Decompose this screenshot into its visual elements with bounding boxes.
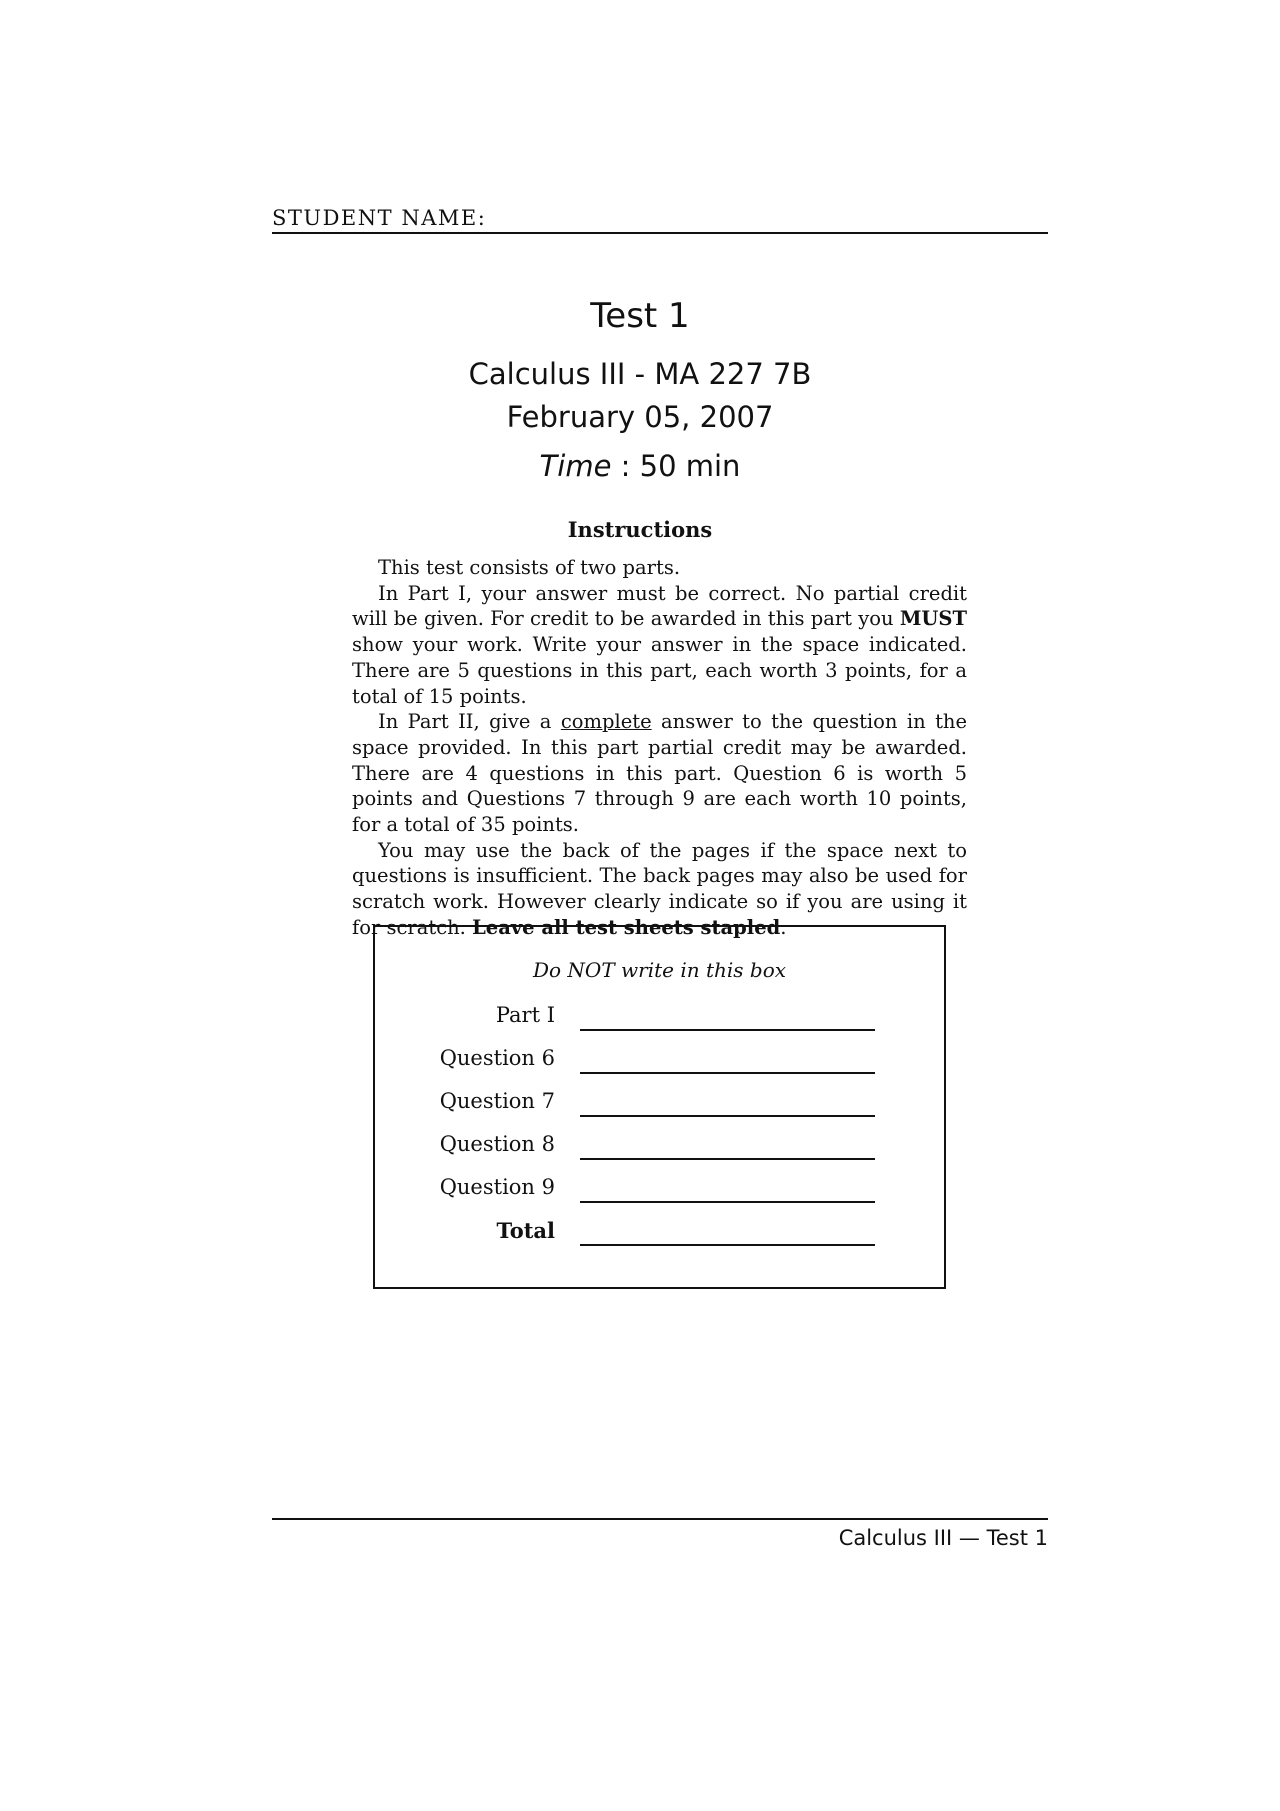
time-label: Time	[539, 449, 612, 483]
score-label: Question 9	[439, 1175, 555, 1199]
score-row-question-8	[375, 1132, 944, 1162]
p2-text-b: show your work. Write your answer in the space indicated. There are 5 questions in this part, each worth 3 points, for a total of 15 points.	[352, 633, 967, 708]
score-row-question-7	[375, 1089, 944, 1119]
score-line[interactable]	[580, 1158, 875, 1160]
score-line[interactable]	[580, 1072, 875, 1074]
test-time	[0, 449, 1280, 483]
course-title: Calculus III - MA 227 7B	[468, 357, 812, 391]
score-line[interactable]	[580, 1029, 875, 1031]
test-date: February 05, 2007	[506, 400, 774, 434]
p4-text-a: You may use the back of the pages if the space next to questions is insufficient. The back pages may also be used for scratch work. However clearly indicate so if you are using it for scratch.	[352, 838, 967, 939]
score-label: Question 7	[439, 1089, 555, 1113]
score-row-question-6	[375, 1046, 944, 1076]
test-title: Test 1	[590, 296, 690, 336]
instructions-body	[352, 555, 967, 941]
student-name-line[interactable]	[272, 206, 1048, 234]
instructions-paragraph-1	[352, 555, 967, 581]
p3-underline: complete	[560, 710, 652, 734]
p4-bold: Leave all test sheets stapled	[472, 915, 781, 939]
score-label: Question 6	[439, 1046, 555, 1070]
p2-bold: MUST	[899, 607, 967, 631]
p4-text-b: .	[780, 915, 787, 939]
instructions-paragraph-3	[352, 709, 967, 838]
footer-rule	[272, 1518, 1048, 1520]
p3-text-a: In Part II, give a	[378, 710, 561, 734]
score-line[interactable]	[580, 1201, 875, 1203]
total-line[interactable]	[580, 1244, 875, 1246]
score-line[interactable]	[580, 1115, 875, 1117]
score-row-total	[375, 1218, 944, 1248]
score-box	[373, 925, 946, 1289]
total-label: Total	[496, 1218, 555, 1243]
instructions-paragraph-2	[352, 581, 967, 710]
student-name-label: STUDENT NAME:	[272, 206, 487, 230]
score-row-question-9	[375, 1175, 944, 1205]
instructions-heading: Instructions	[567, 517, 713, 542]
score-box-note: Do NOT write in this box	[532, 958, 787, 982]
score-label: Question 8	[439, 1132, 555, 1156]
score-label: Part I	[495, 1003, 555, 1027]
p1-text: This test consists of two parts.	[378, 556, 681, 579]
score-row-part-1	[375, 1003, 944, 1033]
time-value: : 50 min	[611, 449, 741, 483]
p2-text-a: In Part I, your answer must be correct. No partial credit will be given. For credit to be awarded in this part you	[352, 581, 967, 631]
footer-text: Calculus III — Test 1	[838, 1526, 1048, 1550]
p3-text-b: answer to the question in the space provided. In this part partial credit may be awarded. There are 4 questions in this part. Question 6 is worth 5 points and Questions 7 through 9 are each worth 10 points, for a total of 35 points.	[352, 710, 967, 837]
